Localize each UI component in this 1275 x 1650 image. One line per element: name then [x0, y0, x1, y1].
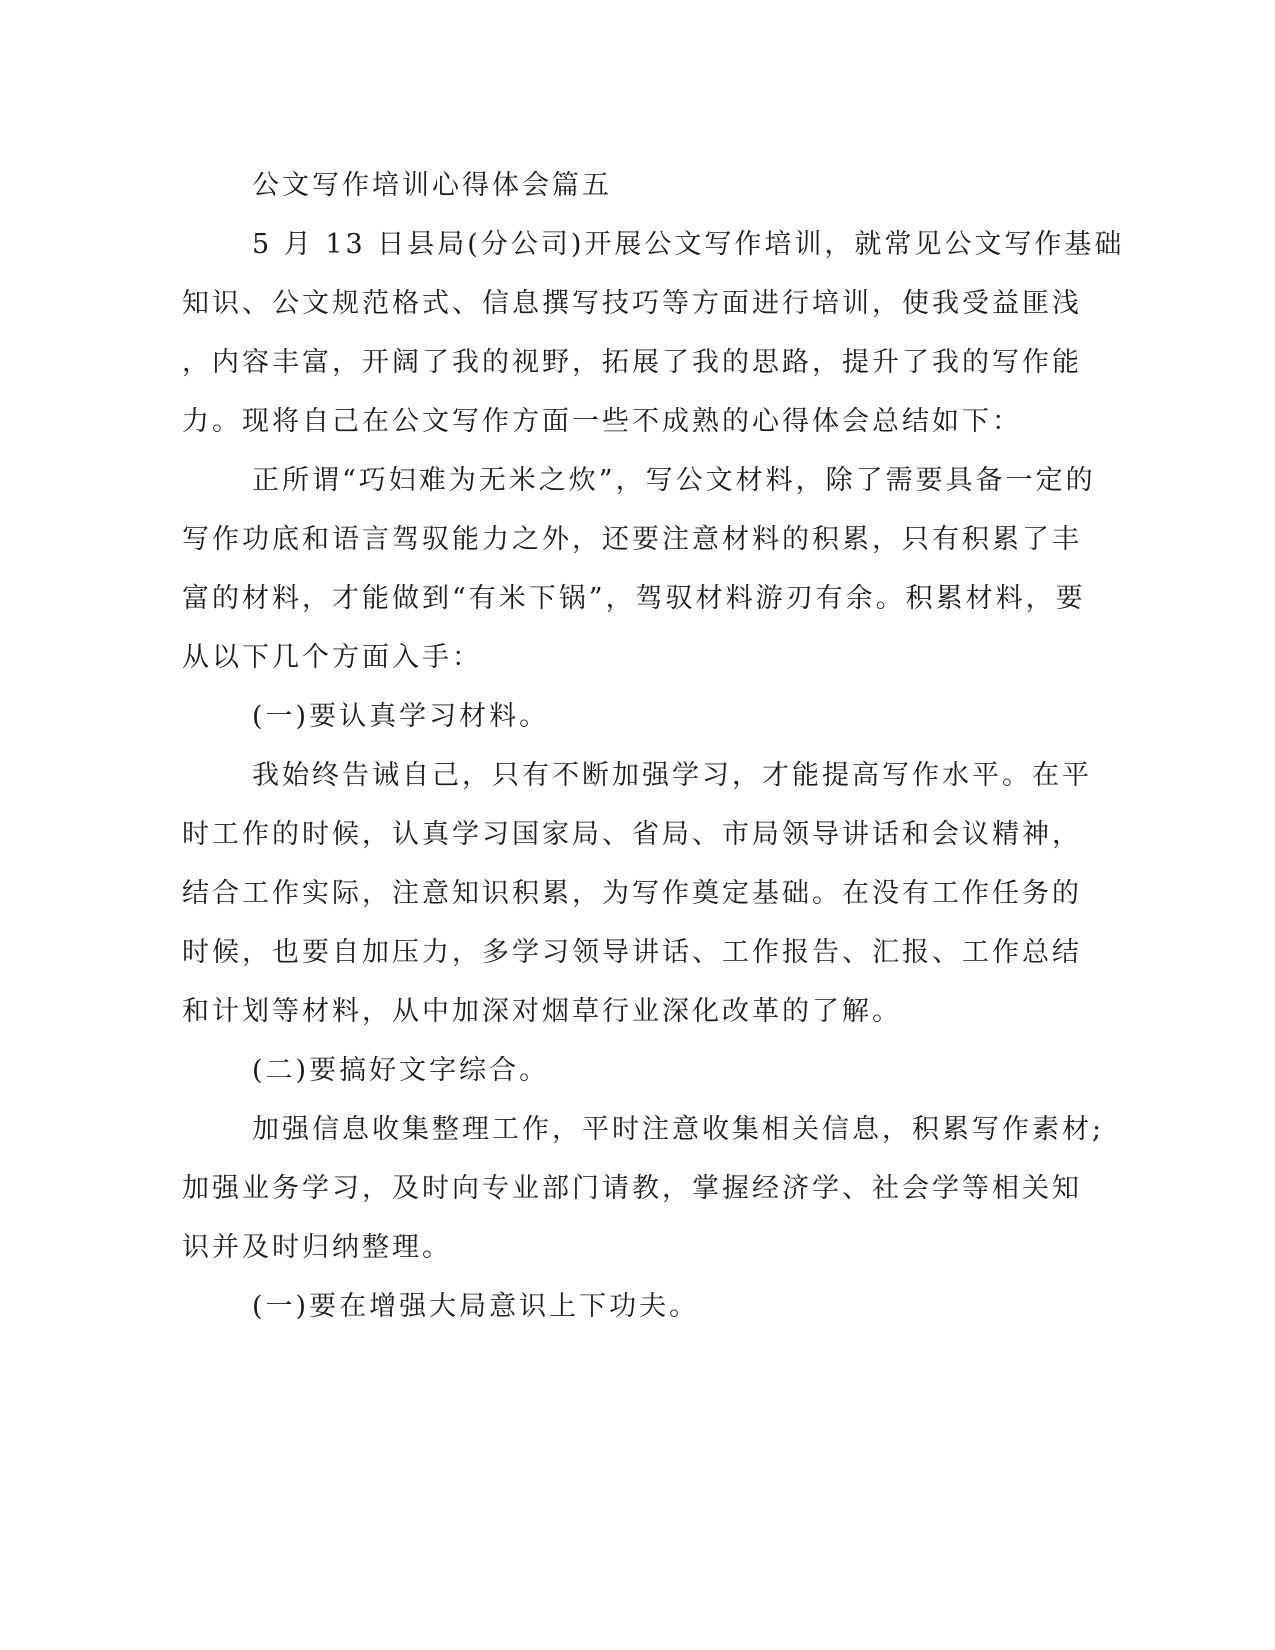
text-line: 5 月 13 日县局(分公司)开展公文写作培训，就常见公文写作基础 — [252, 229, 1125, 260]
paragraph-material-accumulation — [182, 451, 1096, 687]
section-heading-overall — [182, 1277, 1032, 1336]
text-line: 正所谓“巧妇难为无米之炊”，写公文材料，除了需要具备一定的 — [252, 465, 1096, 496]
text-line: 时工作的时候，认真学习国家局、省局、市局领导讲话和会议精神， — [182, 819, 1082, 850]
text-line: 加强信息收集整理工作，平时注意收集相关信息，积累写作素材; — [252, 1114, 1105, 1145]
section-heading-study — [182, 687, 1032, 746]
text-line: 我始终告诫自己，只有不断加强学习，才能提高写作水平。在平 — [252, 760, 1092, 791]
text-line: 写作功底和语言驾驭能力之外，还要注意材料的积累，只有积累了丰 — [182, 524, 1082, 555]
text-line: 结合工作实际，注意知识积累，为写作奠定基础。在没有工作任务的 — [182, 878, 1082, 909]
paragraph-writing — [182, 1100, 1105, 1277]
text-line: 识并及时归纳整理。 — [182, 1232, 452, 1263]
section-heading-writing — [182, 1041, 1032, 1100]
document-title: 公文写作培训心得体会篇五 — [252, 170, 612, 201]
paragraph-study — [182, 746, 1092, 1041]
text-line: 时候，也要自加压力，多学习领导讲话、工作报告、汇报、工作总结 — [182, 937, 1082, 968]
text-line: 加强业务学习，及时向专业部门请教，掌握经济学、社会学等相关知 — [182, 1173, 1082, 1204]
text-line: (一)要在增强大局意识上下功夫。 — [252, 1291, 700, 1322]
paragraph-intro — [182, 215, 1125, 451]
text-line: 从以下几个方面入手： — [182, 642, 482, 673]
text-line: (二)要搞好文字综合。 — [252, 1055, 550, 1086]
text-line: 知识、公文规范格式、信息撰写技巧等方面进行培训，使我受益匪浅 — [182, 288, 1082, 319]
text-line: 和计划等材料，从中加深对烟草行业深化改革的了解。 — [182, 996, 902, 1027]
text-line: (一)要认真学习材料。 — [252, 701, 550, 732]
text-line: 力。现将自己在公文写作方面一些不成熟的心得体会总结如下： — [182, 406, 1022, 437]
document-body — [182, 156, 1125, 1336]
text-line: 富的材料，才能做到“有米下锅”，驾驭材料游刃有余。积累材料，要 — [182, 583, 1086, 614]
text-line: ，内容丰富，开阔了我的视野，拓展了我的思路，提升了我的写作能 — [182, 347, 1082, 378]
